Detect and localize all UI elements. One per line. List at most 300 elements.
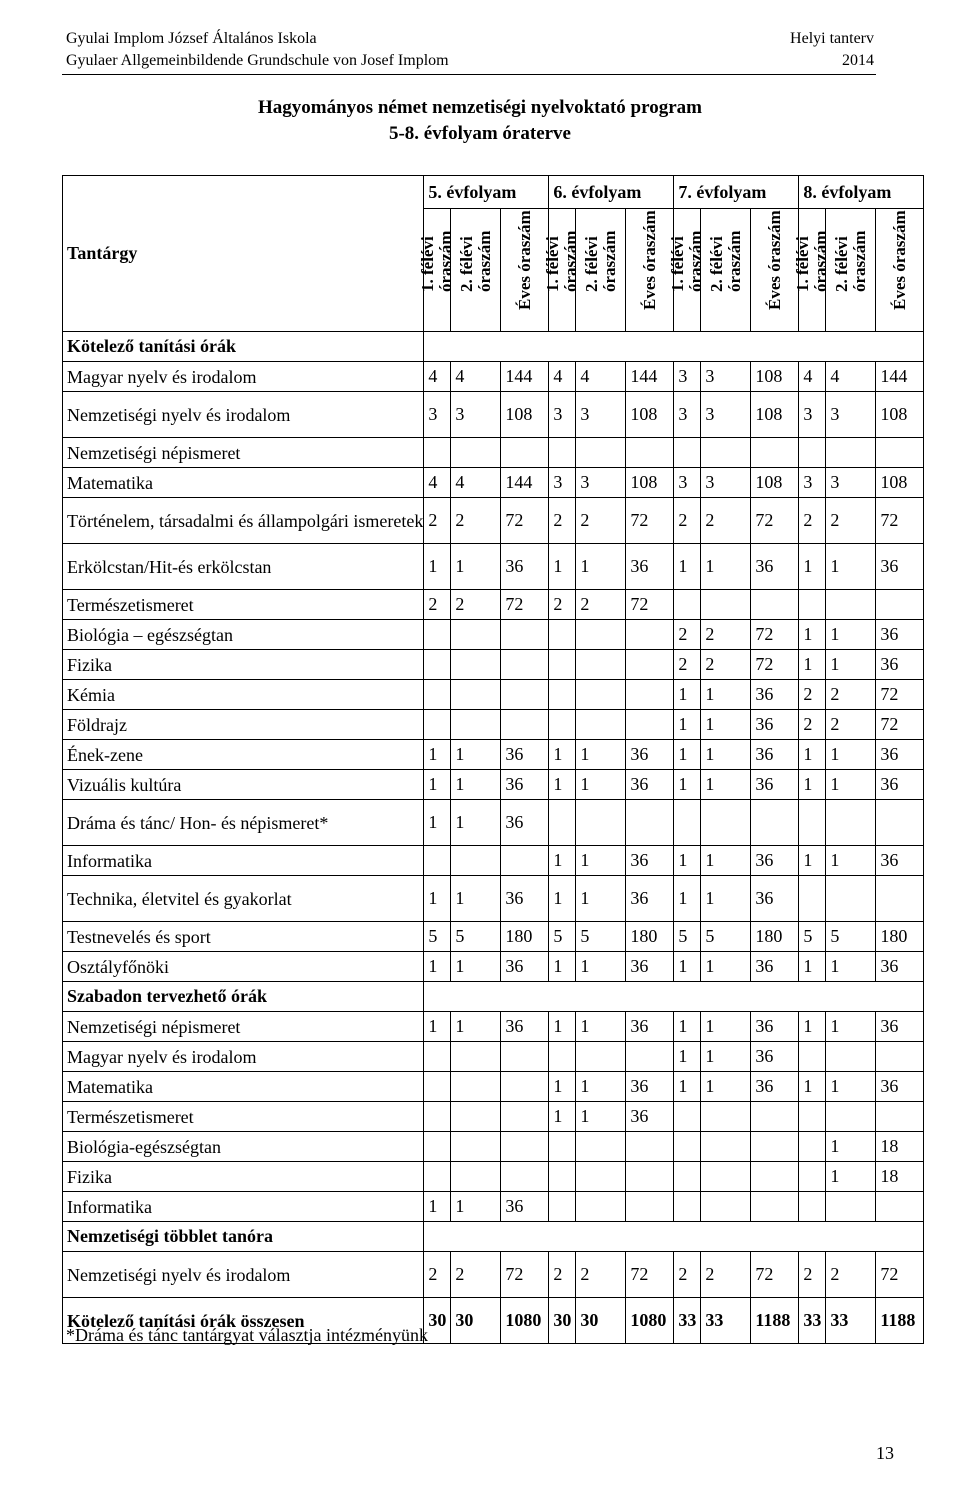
hours-cell	[826, 800, 876, 846]
total-cell: 33	[826, 1298, 876, 1344]
subject-name: Informatika	[63, 1192, 424, 1222]
total-cell: 33	[674, 1298, 701, 1344]
hours-cell: 1	[799, 1012, 826, 1042]
subject-name: Testnevelés és sport	[63, 922, 424, 952]
hours-cell: 1	[701, 1012, 751, 1042]
hours-cell: 1	[549, 1072, 576, 1102]
hours-cell: 108	[626, 468, 674, 498]
hours-cell: 1	[826, 952, 876, 982]
hours-cell: 18	[876, 1132, 924, 1162]
hours-cell: 1	[826, 620, 876, 650]
hours-cell: 3	[701, 468, 751, 498]
hours-cell: 180	[501, 922, 549, 952]
free-row	[63, 1192, 924, 1222]
hours-cell: 36	[876, 740, 924, 770]
hours-cell: 1	[674, 544, 701, 590]
hours-cell: 1	[674, 710, 701, 740]
hours-cell: 72	[751, 650, 799, 680]
subject-column-header: Tantárgy	[63, 176, 424, 332]
hours-cell: 36	[751, 544, 799, 590]
hours-cell	[751, 590, 799, 620]
hours-cell: 3	[424, 392, 451, 438]
hours-cell: 1	[701, 740, 751, 770]
hours-cell	[674, 438, 701, 468]
hours-cell: 1	[674, 952, 701, 982]
hours-cell: 1	[424, 1192, 451, 1222]
hours-cell: 1	[451, 952, 501, 982]
hours-cell: 36	[501, 1192, 549, 1222]
mandatory-row	[63, 740, 924, 770]
hours-cell	[751, 1132, 799, 1162]
hours-cell: 72	[501, 590, 549, 620]
hours-cell: 72	[626, 498, 674, 544]
hours-cell: 4	[451, 362, 501, 392]
hours-cell	[424, 1162, 451, 1192]
hours-cell	[451, 1132, 501, 1162]
column-header	[826, 209, 876, 332]
hours-cell	[626, 1132, 674, 1162]
hours-cell: 3	[826, 468, 876, 498]
hours-cell: 1	[576, 770, 626, 800]
hours-cell: 1	[826, 1132, 876, 1162]
hours-cell: 4	[451, 468, 501, 498]
hours-cell	[549, 680, 576, 710]
hours-cell	[549, 1042, 576, 1072]
subject-name: Ének-zene	[63, 740, 424, 770]
hours-cell	[701, 438, 751, 468]
extra-row	[63, 1252, 924, 1298]
hours-cell: 5	[799, 922, 826, 952]
hours-cell: 36	[501, 952, 549, 982]
hours-cell	[626, 438, 674, 468]
hours-cell: 1	[549, 1012, 576, 1042]
hours-cell: 1	[576, 544, 626, 590]
column-header-label: 1. félévi óraszám	[418, 230, 456, 292]
total-cell: 30	[424, 1298, 451, 1344]
column-header-label: Éves óraszám	[639, 210, 659, 310]
column-header	[668, 209, 706, 332]
hours-cell: 1	[424, 800, 451, 846]
hours-cell: 36	[626, 1012, 674, 1042]
hours-cell	[701, 1102, 751, 1132]
hours-cell: 36	[751, 770, 799, 800]
hours-cell	[826, 438, 876, 468]
hours-cell: 1	[451, 876, 501, 922]
hours-cell: 180	[626, 922, 674, 952]
hours-cell	[451, 1072, 501, 1102]
hours-cell: 1	[799, 740, 826, 770]
hours-cell: 72	[876, 710, 924, 740]
hours-cell: 2	[674, 1252, 701, 1298]
hours-cell	[626, 1162, 674, 1192]
section-row	[63, 982, 924, 1012]
hours-cell: 1	[799, 846, 826, 876]
free-row	[63, 1132, 924, 1162]
hours-cell	[549, 1162, 576, 1192]
total-cell: 33	[799, 1298, 826, 1344]
hours-cell	[876, 800, 924, 846]
hours-cell: 2	[549, 1252, 576, 1298]
hours-cell: 5	[826, 922, 876, 952]
hours-cell	[799, 876, 826, 922]
hours-cell: 1	[549, 740, 576, 770]
hours-cell	[799, 1042, 826, 1072]
subject-name: Matematika	[63, 468, 424, 498]
hours-cell	[451, 846, 501, 876]
hours-cell: 108	[501, 392, 549, 438]
hours-cell: 4	[826, 362, 876, 392]
hours-cell	[501, 680, 549, 710]
subject-name: Nemzetiségi nyelv és irodalom	[63, 1252, 424, 1298]
hours-cell: 36	[626, 846, 674, 876]
hours-cell: 1	[451, 1192, 501, 1222]
subject-name: Fizika	[63, 650, 424, 680]
hours-cell: 108	[876, 392, 924, 438]
hours-cell	[501, 1102, 549, 1132]
hours-cell: 1	[826, 1072, 876, 1102]
hours-cell	[424, 1102, 451, 1132]
hours-cell: 2	[424, 1252, 451, 1298]
hours-cell	[549, 710, 576, 740]
section-title: Szabadon tervezhető órák	[63, 982, 424, 1012]
hours-cell: 1	[799, 952, 826, 982]
hours-cell: 1	[701, 846, 751, 876]
hours-cell: 36	[501, 740, 549, 770]
hours-cell: 72	[876, 498, 924, 544]
hours-cell: 36	[876, 544, 924, 590]
hours-cell: 1	[674, 770, 701, 800]
hours-cell: 72	[876, 1252, 924, 1298]
hours-cell: 1	[701, 1072, 751, 1102]
subject-name: Magyar nyelv és irodalom	[63, 362, 424, 392]
total-cell: 1188	[751, 1298, 799, 1344]
hours-cell	[799, 1132, 826, 1162]
hours-cell: 2	[701, 1252, 751, 1298]
header-divider	[62, 74, 876, 75]
hours-cell: 36	[626, 770, 674, 800]
hours-cell	[674, 1102, 701, 1132]
hours-cell	[701, 800, 751, 846]
subject-name: Magyar nyelv és irodalom	[63, 1042, 424, 1072]
section-title: Nemzetiségi többlet tanóra	[63, 1222, 424, 1252]
page-number: 13	[876, 1443, 894, 1463]
hours-cell: 1	[701, 544, 751, 590]
hours-cell: 1	[826, 650, 876, 680]
hours-cell: 2	[674, 620, 701, 650]
hours-cell	[701, 1132, 751, 1162]
hours-cell: 3	[576, 468, 626, 498]
hours-cell	[876, 590, 924, 620]
section-filler	[424, 332, 924, 362]
free-row	[63, 1042, 924, 1072]
hours-cell: 36	[626, 952, 674, 982]
hours-cell: 144	[876, 362, 924, 392]
hours-cell: 1	[701, 680, 751, 710]
hours-cell: 1	[826, 1162, 876, 1192]
hours-cell: 36	[751, 952, 799, 982]
hours-cell: 36	[501, 1012, 549, 1042]
hours-cell: 72	[501, 498, 549, 544]
hours-cell	[549, 1192, 576, 1222]
hours-cell: 36	[751, 876, 799, 922]
document-year: 2014	[842, 52, 874, 69]
mandatory-row	[63, 710, 924, 740]
hours-cell	[626, 800, 674, 846]
hours-cell: 1	[799, 770, 826, 800]
hours-cell: 36	[751, 680, 799, 710]
hours-cell: 1	[424, 770, 451, 800]
hours-cell: 36	[876, 650, 924, 680]
column-header-label: 1. félévi óraszám	[793, 230, 831, 292]
hours-cell	[701, 1192, 751, 1222]
hours-cell: 2	[451, 590, 501, 620]
column-header-label: 2. félévi óraszám	[706, 230, 744, 292]
hours-cell	[576, 1042, 626, 1072]
hours-cell	[576, 650, 626, 680]
hours-cell: 5	[549, 922, 576, 952]
mandatory-row	[63, 438, 924, 468]
hours-cell: 3	[674, 362, 701, 392]
hours-cell	[576, 1162, 626, 1192]
hours-cell: 1	[576, 846, 626, 876]
mandatory-row	[63, 680, 924, 710]
total-cell: 1188	[876, 1298, 924, 1344]
subject-name: Osztályfőnöki	[63, 952, 424, 982]
hours-cell: 18	[876, 1162, 924, 1192]
hours-cell	[674, 590, 701, 620]
hours-cell: 2	[701, 498, 751, 544]
hours-cell: 1	[549, 1102, 576, 1132]
hours-cell: 36	[626, 1102, 674, 1132]
mandatory-row	[63, 362, 924, 392]
hours-cell: 1	[701, 876, 751, 922]
total-cell: 30	[549, 1298, 576, 1344]
hours-cell: 3	[799, 468, 826, 498]
column-header-label: Éves óraszám	[514, 210, 534, 310]
hours-cell	[451, 620, 501, 650]
hours-cell: 1	[826, 544, 876, 590]
section-title: Kötelező tanítási órák	[63, 332, 424, 362]
hours-cell: 5	[451, 922, 501, 952]
hours-cell	[451, 680, 501, 710]
hours-cell: 1	[576, 952, 626, 982]
hours-cell: 180	[751, 922, 799, 952]
document-type: Helyi tanterv	[790, 30, 874, 47]
hours-cell	[626, 650, 674, 680]
hours-cell: 2	[674, 650, 701, 680]
hours-cell: 1	[799, 650, 826, 680]
hours-cell	[799, 438, 826, 468]
hours-cell	[876, 438, 924, 468]
hours-cell: 1	[826, 740, 876, 770]
hours-cell: 2	[451, 498, 501, 544]
free-row	[63, 1102, 924, 1132]
free-row	[63, 1012, 924, 1042]
subject-name: Vizuális kultúra	[63, 770, 424, 800]
grade-header: 5. évfolyam	[424, 176, 549, 209]
hours-cell	[424, 620, 451, 650]
hours-cell: 3	[549, 392, 576, 438]
hours-cell: 36	[751, 1012, 799, 1042]
subject-name: Biológia-egészségtan	[63, 1132, 424, 1162]
total-cell: 30	[576, 1298, 626, 1344]
hours-cell: 1	[549, 544, 576, 590]
hours-cell	[451, 1042, 501, 1072]
hours-cell	[451, 710, 501, 740]
subject-name: Erkölcstan/Hit-és erkölcstan	[63, 544, 424, 590]
hours-cell: 2	[451, 1252, 501, 1298]
hours-cell	[876, 876, 924, 922]
page-header	[66, 28, 874, 72]
hours-cell: 2	[424, 498, 451, 544]
subject-name: Fizika	[63, 1162, 424, 1192]
hours-cell: 36	[626, 1072, 674, 1102]
hours-cell: 1	[424, 952, 451, 982]
hours-cell: 3	[701, 362, 751, 392]
hours-cell: 36	[876, 770, 924, 800]
hours-cell	[674, 1162, 701, 1192]
hours-cell: 36	[876, 1012, 924, 1042]
hours-cell: 1	[576, 1102, 626, 1132]
hours-cell: 72	[751, 1252, 799, 1298]
hours-cell	[451, 1102, 501, 1132]
hours-cell: 1	[826, 1012, 876, 1042]
column-header-label: 1. félévi óraszám	[543, 230, 581, 292]
hours-cell: 4	[799, 362, 826, 392]
total-label: Kötelező tanítási órák összesen	[63, 1298, 424, 1344]
hours-cell: 1	[576, 876, 626, 922]
mandatory-row	[63, 590, 924, 620]
hours-cell: 1	[451, 544, 501, 590]
hours-cell: 2	[549, 498, 576, 544]
hours-cell	[424, 438, 451, 468]
hours-cell: 36	[626, 544, 674, 590]
column-header-label: 2. félévi óraszám	[831, 230, 869, 292]
section-filler	[424, 1222, 924, 1252]
hours-cell: 36	[501, 770, 549, 800]
hours-cell: 2	[826, 1252, 876, 1298]
hours-cell: 72	[876, 680, 924, 710]
mandatory-row	[63, 952, 924, 982]
column-header-label: 2. félévi óraszám	[581, 230, 619, 292]
section-row	[63, 1222, 924, 1252]
hours-cell: 5	[701, 922, 751, 952]
hours-cell	[701, 1162, 751, 1192]
hours-cell	[701, 590, 751, 620]
hours-cell: 4	[576, 362, 626, 392]
hours-cell: 1	[576, 740, 626, 770]
hours-cell: 36	[501, 544, 549, 590]
hours-cell: 1	[424, 876, 451, 922]
free-row	[63, 1162, 924, 1192]
hours-cell: 1	[701, 952, 751, 982]
hours-cell	[549, 620, 576, 650]
hours-cell: 72	[626, 590, 674, 620]
hours-cell	[576, 710, 626, 740]
total-cell: 1080	[626, 1298, 674, 1344]
hours-cell: 3	[549, 468, 576, 498]
hours-cell: 1	[549, 952, 576, 982]
hours-cell: 2	[826, 498, 876, 544]
hours-cell	[501, 650, 549, 680]
column-header-label: 2. félévi óraszám	[456, 230, 494, 292]
grade-header: 6. évfolyam	[549, 176, 674, 209]
hours-cell: 1	[674, 876, 701, 922]
mandatory-row	[63, 392, 924, 438]
hours-cell	[799, 590, 826, 620]
hours-cell: 36	[751, 1042, 799, 1072]
hours-cell	[424, 846, 451, 876]
hours-cell: 5	[576, 922, 626, 952]
hours-cell	[751, 1102, 799, 1132]
hours-cell: 1	[799, 1072, 826, 1102]
hours-cell: 36	[501, 876, 549, 922]
subject-name: Dráma és tánc/ Hon- és népismeret*	[63, 800, 424, 846]
hours-cell	[674, 800, 701, 846]
hours-cell	[549, 800, 576, 846]
hours-cell: 3	[674, 468, 701, 498]
hours-cell	[826, 1042, 876, 1072]
hours-cell: 4	[549, 362, 576, 392]
hours-cell: 144	[626, 362, 674, 392]
hours-cell: 5	[424, 922, 451, 952]
mandatory-row	[63, 544, 924, 590]
hours-cell: 180	[876, 922, 924, 952]
hours-cell: 36	[751, 846, 799, 876]
total-cell: 30	[451, 1298, 501, 1344]
hours-cell: 3	[799, 392, 826, 438]
hours-cell	[826, 876, 876, 922]
hours-cell	[451, 650, 501, 680]
hours-cell	[501, 1072, 549, 1102]
mandatory-row	[63, 846, 924, 876]
hours-cell: 36	[876, 952, 924, 982]
document-title	[0, 95, 960, 147]
hours-cell	[549, 650, 576, 680]
hours-cell: 1	[674, 740, 701, 770]
subject-name: Informatika	[63, 846, 424, 876]
hours-cell: 4	[424, 468, 451, 498]
hours-cell	[826, 590, 876, 620]
hours-cell	[799, 1192, 826, 1222]
mandatory-row	[63, 800, 924, 846]
hours-cell	[424, 1042, 451, 1072]
hours-cell: 1	[674, 1012, 701, 1042]
hours-cell: 1	[549, 846, 576, 876]
subject-name: Történelem, társadalmi és állampolgári ismeretek	[63, 498, 424, 544]
hours-cell: 36	[751, 1072, 799, 1102]
title-line-1: Hagyományos német nemzetiségi nyelvoktató program	[258, 97, 702, 118]
subject-name: Matematika	[63, 1072, 424, 1102]
hours-cell: 5	[674, 922, 701, 952]
hours-cell	[626, 1192, 674, 1222]
hours-cell	[751, 1192, 799, 1222]
hours-cell: 2	[576, 498, 626, 544]
hours-cell: 1	[451, 1012, 501, 1042]
hours-cell: 2	[826, 710, 876, 740]
subject-name: Földrajz	[63, 710, 424, 740]
hours-cell: 108	[751, 468, 799, 498]
hours-cell: 2	[826, 680, 876, 710]
hours-cell	[424, 1132, 451, 1162]
column-header-label: Éves óraszám	[764, 210, 784, 310]
hours-cell	[876, 1102, 924, 1132]
hours-cell: 36	[501, 800, 549, 846]
hours-cell: 2	[799, 1252, 826, 1298]
hours-cell: 36	[876, 1072, 924, 1102]
column-header	[576, 209, 626, 332]
subject-name: Természetismeret	[63, 590, 424, 620]
